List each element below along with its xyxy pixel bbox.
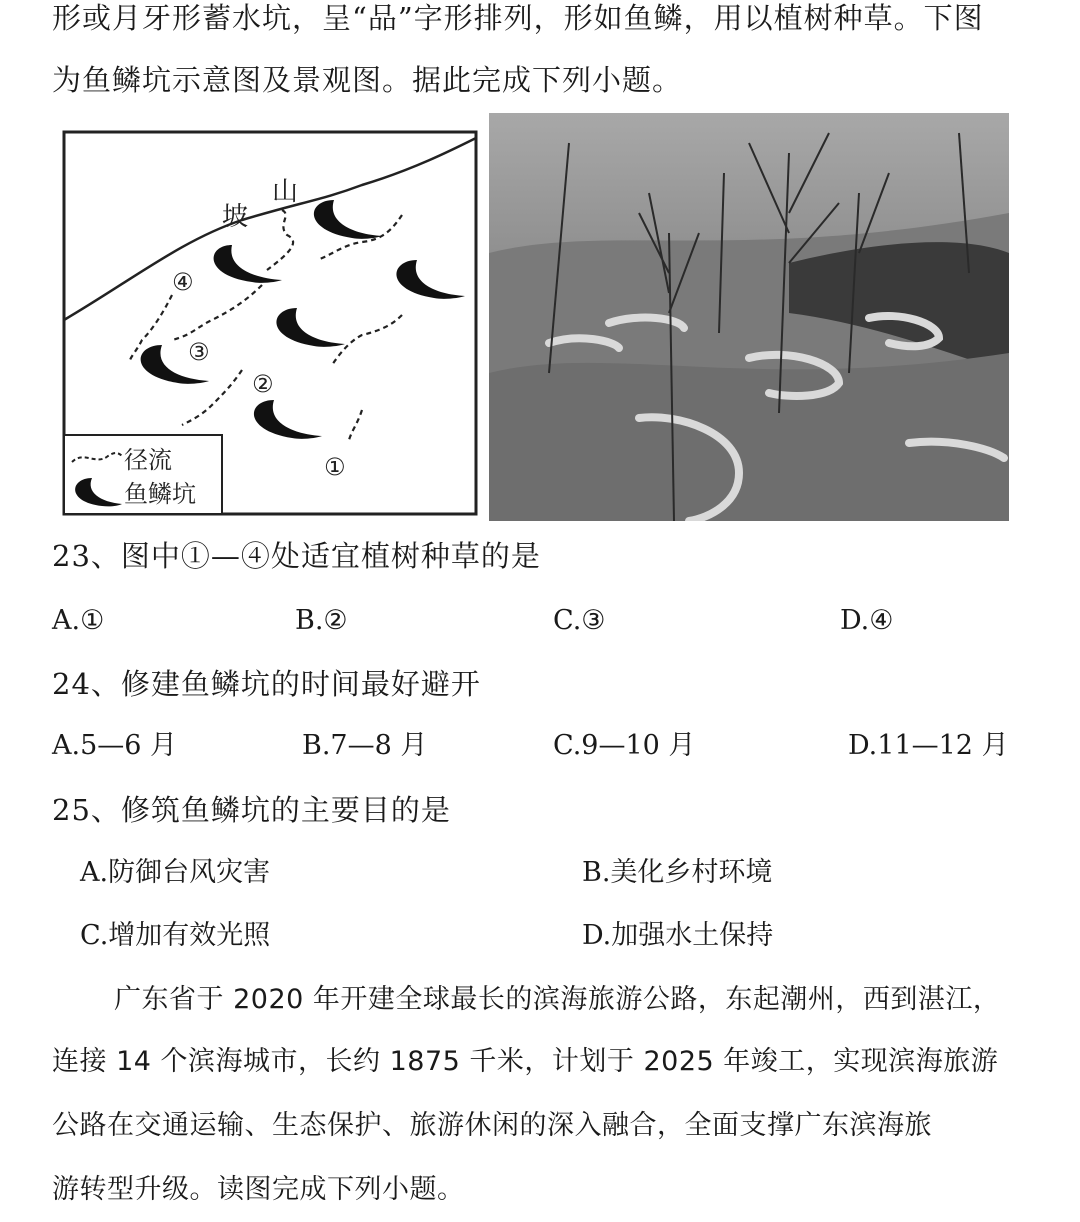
passage-line-1: 广东省于 2020 年开建全球最长的滨海旅游公路，东起潮州，西到湛江，: [114, 984, 1001, 1015]
intro-line-2: 为鱼鳞坑示意图及景观图。据此完成下列小题。: [52, 63, 683, 97]
legend-pit-label: 鱼鳞坑: [124, 480, 196, 508]
q25-option-b[interactable]: B.美化乡村环境: [582, 857, 773, 888]
q23-option-b[interactable]: B.②: [295, 605, 348, 636]
q23-option-a[interactable]: A.①: [52, 605, 105, 636]
question-23-stem: 23、图中①—④处适宜植树种草的是: [52, 539, 541, 573]
question-25-stem: 25、修筑鱼鳞坑的主要目的是: [52, 793, 451, 827]
q23-option-d[interactable]: D.④: [840, 605, 894, 636]
diagram-legend: [64, 435, 222, 514]
q25-option-d[interactable]: D.加强水土保持: [582, 920, 774, 951]
slope-char-1: 坡: [222, 202, 249, 232]
q23-option-c[interactable]: C.③: [553, 605, 606, 636]
intro-line-1: 形或月牙形蓄水坑，呈“品”字形排列，形如鱼鳞，用以植树种草。下图: [52, 1, 984, 35]
marker-3: ③: [188, 338, 210, 366]
q24-option-b[interactable]: B.7—8 月: [302, 730, 428, 761]
slope-char-2: 山: [272, 177, 299, 207]
q24-option-a[interactable]: A.5—6 月: [52, 730, 178, 761]
passage-line-3: 公路在交通运输、生态保护、旅游休闲的深入融合，全面支撑广东滨海旅: [52, 1110, 932, 1141]
passage-line-2: 连接 14 个滨海城市，长约 1875 千米，计划于 2025 年竣工，实现滨海旅游: [52, 1046, 999, 1077]
question-24-stem: 24、修建鱼鳞坑的时间最好避开: [52, 667, 481, 701]
q24-option-d[interactable]: D.11—12 月: [848, 730, 1009, 761]
q24-option-c[interactable]: C.9—10 月: [553, 730, 696, 761]
marker-4: ④: [172, 268, 194, 296]
legend-runoff-label: 径流: [124, 446, 172, 474]
marker-1: ①: [324, 453, 346, 481]
fish-scale-pit-diagram: [62, 130, 478, 516]
q25-option-a[interactable]: A.防御台风灾害: [80, 857, 271, 888]
q25-option-c[interactable]: C.增加有效光照: [80, 920, 271, 951]
passage-line-4: 游转型升级。读图完成下列小题。: [52, 1174, 465, 1205]
landscape-photo: [489, 113, 1009, 521]
marker-2: ②: [252, 370, 274, 398]
